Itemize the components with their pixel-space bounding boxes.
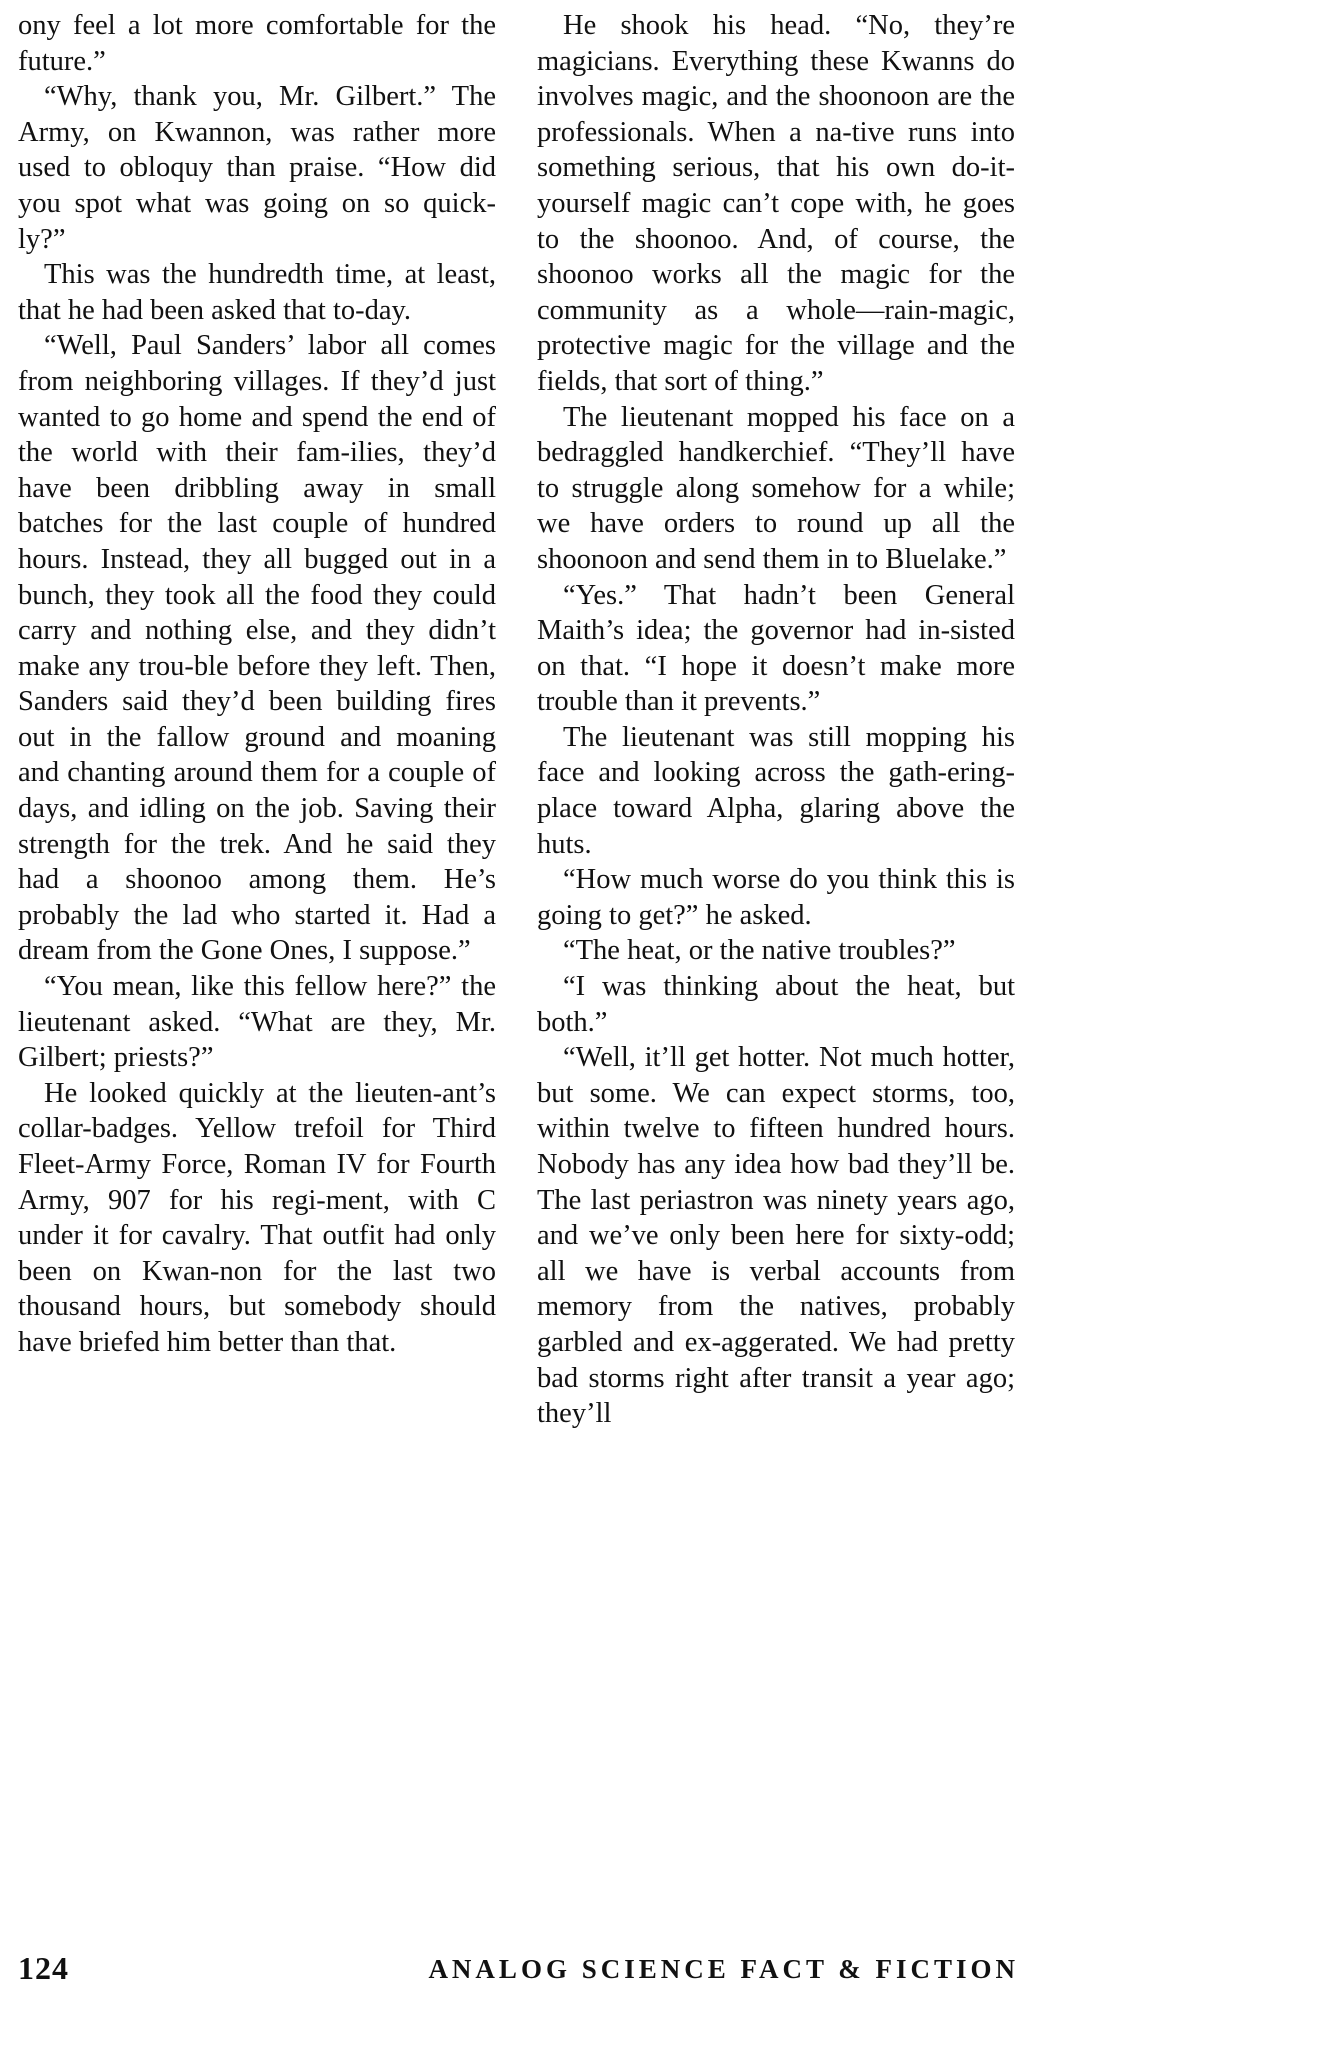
paragraph: The lieutenant mopped his face on a bedraggled handkerchief. “They’ll have to struggle along somehow for a while; we have orders to round up all the shoonoon and send them in to Bluelake.” — [537, 401, 1015, 575]
paragraph: “Yes.” That hadn’t been General Maith’s idea; the governor had in-sisted on that. “I hope it doesn’t make more trouble than it prevents.” — [537, 579, 1015, 718]
paragraph: He shook his head. “No, they’re magicians. Everything these Kwanns do involves magic, and the shoonoon are the professionals. When a na-tive runs into something serious, that his own do-it-yourself magic can’t cope with, he goes to the shoonoo. And, of course, the shoonoo works all the magic for the community as a whole—rain-magic, protective magic for the village and the fields, that sort of thing.” — [537, 10, 1015, 397]
paragraph: “Well, Paul Sanders’ labor all comes from neighboring villages. If they’d just wanted to go home and spend the end of the world with their fam-ilies, they’d have been dribbling away in small batches for the last couple of hundred hours. Instead, they all bugged out in a bunch, they took all the food they could carry and nothing else, and they didn’t make any trou-ble before they left. Then, Sanders said they’d been building fires out in the fallow ground and moaning and chanting around them for a couple of days, and idling on the job. Saving their strength for the trek. And he said they had a shoonoo among them. He’s probably the lad who started it. Had a dream from the Gone Ones, I suppose.” — [18, 330, 496, 967]
paragraph: “How much worse do you think this is going to get?” he asked. — [537, 864, 1015, 931]
text-column-right — [537, 8, 1015, 1432]
page-number: 124 — [18, 1950, 69, 1986]
paragraph: “Why, thank you, Mr. Gilbert.” The Army, on Kwannon, was rather more used to obloquy than praise. “How did you spot what was going on so quick-ly?” — [18, 81, 496, 255]
page-footer — [18, 1950, 1019, 2000]
paragraph: “The heat, or the native troubles?” — [563, 935, 956, 967]
text-column-left — [18, 8, 496, 1361]
paragraph: “You mean, like this fellow here?” the lieutenant asked. “What are they, Mr. Gilbert; priests?” — [18, 971, 496, 1074]
paragraph: “I was thinking about the heat, but both.” — [537, 971, 1015, 1038]
paragraph: This was the hundredth time, at least, that he had been asked that to-day. — [18, 259, 496, 326]
paragraph: ony feel a lot more comfortable for the future.” — [18, 10, 496, 77]
paragraph: He looked quickly at the lieuten-ant’s collar-badges. Yellow trefoil for Third Fleet-Army Force, Roman IV for Fourth Army, 907 for his regi-ment, with C under it for cavalry. That outfit had only been on Kwan-non for the last two thousand hours, but somebody should have briefed him better than that. — [18, 1077, 496, 1358]
paragraph: “Well, it’ll get hotter. Not much hotter, but some. We can expect storms, too, within twelve to fifteen hundred hours. Nobody has any idea how bad they’ll be. The last periastron was ninety years ago, and we’ve only been here for sixty-odd; all we have is verbal accounts from memory from the natives, probably garbled and ex-aggerated. We had pretty bad storms right after transit a year ago; they’ll — [537, 1042, 1015, 1430]
paragraph: The lieutenant was still mopping his face and looking across the gath-ering-place toward Alpha, glaring above the huts. — [537, 721, 1015, 860]
running-title: ANALOG SCIENCE FACT & FICTION — [428, 1954, 1019, 1984]
